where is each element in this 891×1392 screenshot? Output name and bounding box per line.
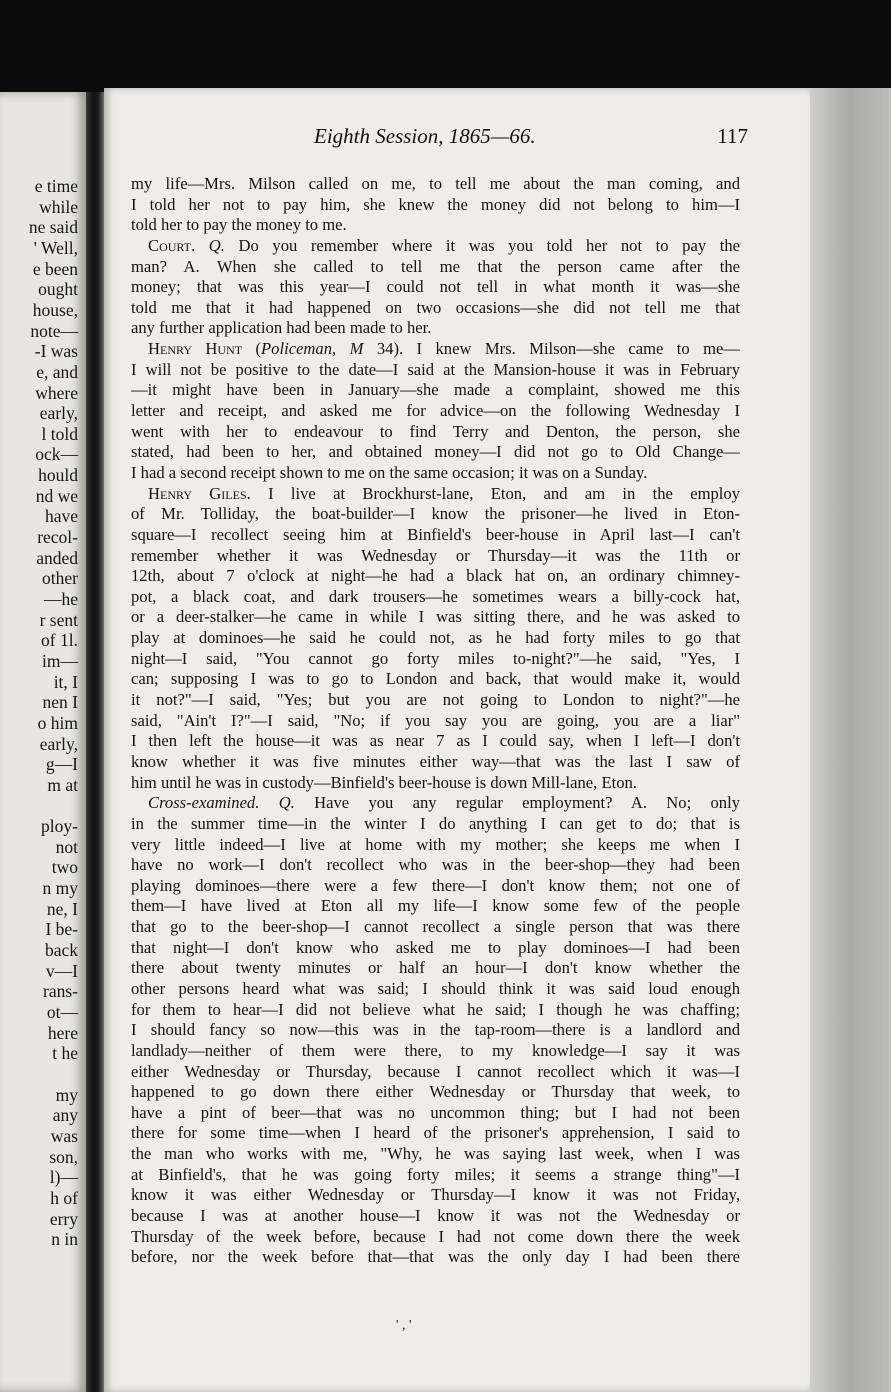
left-page-fragment: have: [44, 506, 78, 527]
text-line: of Mr. Tolliday, the boat-builder—I know the prisoner—he lived in Eton-: [131, 504, 740, 524]
text-line: night—I said, "You cannot go forty miles to-night?"—he said, "Yes, I: [131, 648, 740, 668]
text-line: landlady—neither of them were there, to my knowledge—I say it was: [131, 1040, 740, 1060]
left-page-fragment: ne said: [28, 217, 78, 238]
text-line: square—I recollect seeing him at Binfield's beer-house in April last—I can't: [131, 524, 740, 544]
text-line: either Wednesday or Thursday, because I cannot recollect which it was—I: [131, 1061, 740, 1081]
text-line: other persons heard what was said; I should think it was said loud enough: [131, 978, 740, 998]
text-line: very little indeed—I live at home with my mother; she keeps me when I: [131, 834, 740, 854]
left-page-fragment: nen I: [42, 692, 78, 713]
left-page-fragment: ought: [38, 279, 78, 300]
text-line: Thursday of the week before, because I had not come down there the week: [131, 1226, 740, 1246]
text-line: —it might have been in January—she made a complaint, showed me this: [131, 380, 740, 400]
left-page-fragment: —he: [43, 589, 78, 609]
left-facing-page: [0, 92, 86, 1392]
left-page-fragment: any: [52, 1105, 78, 1126]
page-header: [208, 124, 748, 150]
left-page-fragment: g—I: [45, 754, 78, 775]
text-line: any further application had been made to her.: [131, 318, 432, 338]
left-page-fragment: anded: [36, 547, 78, 568]
text-line: I will not be positive to the date—I said at the Mansion-house it was in February: [131, 359, 740, 379]
page-number: 117: [717, 124, 748, 148]
left-page-fragment: e been: [32, 258, 78, 279]
left-page-fragment: ot—: [46, 1002, 78, 1022]
text-line: stated, had been to her, and obtained money—I did not go to Old Change—: [131, 442, 740, 462]
left-page-fragment: early,: [39, 733, 78, 754]
text-line: 12th, about 7 o'clock at night—he had a black hat on, an ordinary chimney-: [131, 566, 740, 586]
left-page-fragment: son,: [49, 1146, 78, 1167]
text-line: know it was either Wednesday or Thursday—I know it was not Friday,: [131, 1185, 740, 1205]
left-page-fragment: my: [55, 1084, 78, 1105]
text-line: Henry Hunt (Policeman, M 34). I knew Mrs. Milson—she came to me—: [148, 339, 740, 359]
left-page-fragment: note—: [30, 320, 78, 341]
left-page-fragment: nd we: [35, 485, 78, 506]
left-page-fragment: of 1l.: [41, 630, 78, 651]
text-line: or a deer-stalker—he came in while I was sitting there, and he was asked to: [131, 607, 740, 627]
text-line: can; supposing I was to go to London and back, that would make it, would: [131, 669, 740, 689]
text-line: remember whether it was Wednesday or Thursday—it was the 11th or: [131, 545, 740, 565]
left-page-fragment: -I was: [34, 341, 78, 362]
body-text: [131, 174, 740, 1268]
text-line: my life—Mrs. Milson called on me, to tell me about the man coming, and: [131, 174, 740, 193]
text-line: that go to the beer-shop—I cannot recollect a single person that was there: [131, 917, 740, 937]
text-line: pot, a black coat, and dark trousers—he sometimes wears a billy-cock hat,: [131, 586, 740, 606]
text-line: said, "Ain't I?"—I said, "No; if you say you are going, you are a liar": [131, 710, 740, 730]
left-page-fragment: ne, I: [46, 898, 78, 919]
text-line: have no work—I don't recollect who was in the beer-shop—they had been: [131, 855, 740, 875]
text-line: playing dominoes—there were a few there—I don't know them; not one of: [131, 875, 740, 895]
text-line: before, nor the week before that—that was the only day I had been there: [131, 1247, 740, 1267]
left-page-fragment: h of: [50, 1187, 78, 1208]
text-line: there about twenty minutes or half an hour—I don't know whether the: [131, 958, 740, 978]
text-line: that night—I don't know who asked me to play dominoes—I had been: [131, 937, 740, 957]
left-page-fragment: ' Well,: [33, 237, 78, 258]
text-line: I told her not to pay him, she knew the money did not belong to him—I: [131, 194, 740, 214]
left-page-fragment: n my: [42, 878, 78, 899]
text-line: told me that it had happened on two occasions—she did not tell me that: [131, 297, 740, 317]
left-page-fragment: n in: [51, 1229, 78, 1250]
left-page-fragment: r sent: [39, 609, 78, 630]
left-page-fragment: hould: [38, 465, 78, 486]
text-line: Cross-examined. Q. Have you any regular employment? A. No; only: [148, 793, 740, 813]
left-page-fragment: where: [35, 382, 78, 403]
text-line: man? A. When she called to tell me that the person came after the: [131, 256, 740, 276]
left-page-fragment: not: [55, 836, 78, 857]
text-line: I then left the house—it was as near 7 as I could say, when I left—I don't: [131, 731, 740, 751]
text-line: went with her to endeavour to find Terry and Denton, the person, she: [131, 421, 740, 441]
left-page-fragment: house,: [32, 299, 78, 320]
left-page-fragment: e time: [34, 176, 78, 196]
text-line: I should fancy so now—this was in the tap-room—there is a landlord and: [131, 1020, 740, 1040]
text-line: Henry Giles. I live at Brockhurst-lane, Eton, and am in the employ: [148, 483, 740, 503]
left-page-fragment: back: [44, 940, 78, 961]
left-page-fragment: was: [50, 1125, 78, 1146]
text-line: letter and receipt, and asked me for advice—on the following Wednesday I: [131, 401, 740, 421]
left-page-fragment: l told: [41, 423, 78, 444]
text-line: because I was at another house—I know it was not the Wednesday or: [131, 1206, 740, 1226]
left-page-fragment: early,: [39, 403, 78, 424]
text-line: it not?"—I said, "Yes; but you are not going to London to night?"—he: [131, 690, 740, 710]
text-line: money; that was this year—I could not tell in what month it was—she: [131, 277, 740, 297]
left-page-fragment: l)—: [49, 1167, 78, 1188]
text-line: for them to hear—I did not believe what he said; I though he was chaffing;: [131, 999, 740, 1019]
left-page-fragment: it, I: [53, 671, 78, 692]
left-page-fragment: rans-: [43, 981, 78, 1002]
page-edge-margin: [810, 88, 891, 1392]
text-line: have a pint of beer—that was no uncommon thing; but I had not been: [131, 1102, 740, 1122]
text-line: know whether it was five minutes either way—that was the last I saw of: [131, 751, 740, 771]
left-page-fragment: t he: [52, 1043, 78, 1064]
text-line: told her to pay the money to me.: [131, 215, 347, 235]
left-page-fragment: im—: [42, 650, 78, 671]
left-page-fragment: ploy-: [41, 816, 78, 837]
text-line: happened to go down there either Wednesday or Thursday that week, to: [131, 1082, 740, 1102]
left-page-fragment: ock—: [35, 444, 78, 465]
text-line: them—I have lived at Eton all my life—I know some few of the people: [131, 896, 740, 916]
left-page-fragment: recol-: [37, 527, 78, 548]
text-line: play at dominoes—he said he could not, as he had forty miles to go that: [131, 628, 740, 648]
left-page-fragment: I be-: [45, 919, 78, 940]
left-page-fragment: while: [39, 196, 78, 217]
running-head: Eighth Session, 1865—66.: [314, 124, 536, 148]
left-page-fragment: other: [42, 568, 78, 589]
text-line: I had a second receipt shown to me on the same occasion; it was on a Sunday.: [131, 462, 648, 482]
text-line: him until he was in custody—Binfield's beer-house is down Mill-lane, Eton.: [131, 772, 637, 792]
left-page-fragment: e, and: [36, 361, 78, 382]
footer-mark: ' , ': [396, 1318, 412, 1333]
left-page-fragment: o him: [37, 712, 78, 733]
left-page-fragment: two: [51, 857, 78, 878]
text-line: the man who works with me, "Why, he was saying last week, when I was: [131, 1144, 740, 1164]
book-gutter: [86, 92, 104, 1392]
text-line: at Binfield's, that he was going forty miles; it seems a strange thing"—I: [131, 1164, 740, 1184]
text-line: in the summer time—in the winter I do anything I can get to do; that is: [131, 813, 740, 833]
left-page-fragment: v—I: [45, 960, 78, 981]
left-page-fragment: m at: [47, 774, 78, 795]
text-line: Court. Q. Do you remember where it was you told her not to pay the: [148, 235, 740, 255]
left-page-fragment: here: [47, 1022, 78, 1043]
left-page-fragment: erry: [49, 1208, 78, 1229]
text-line: there for some time—when I heard of the prisoner's apprehension, I said to: [131, 1123, 740, 1143]
